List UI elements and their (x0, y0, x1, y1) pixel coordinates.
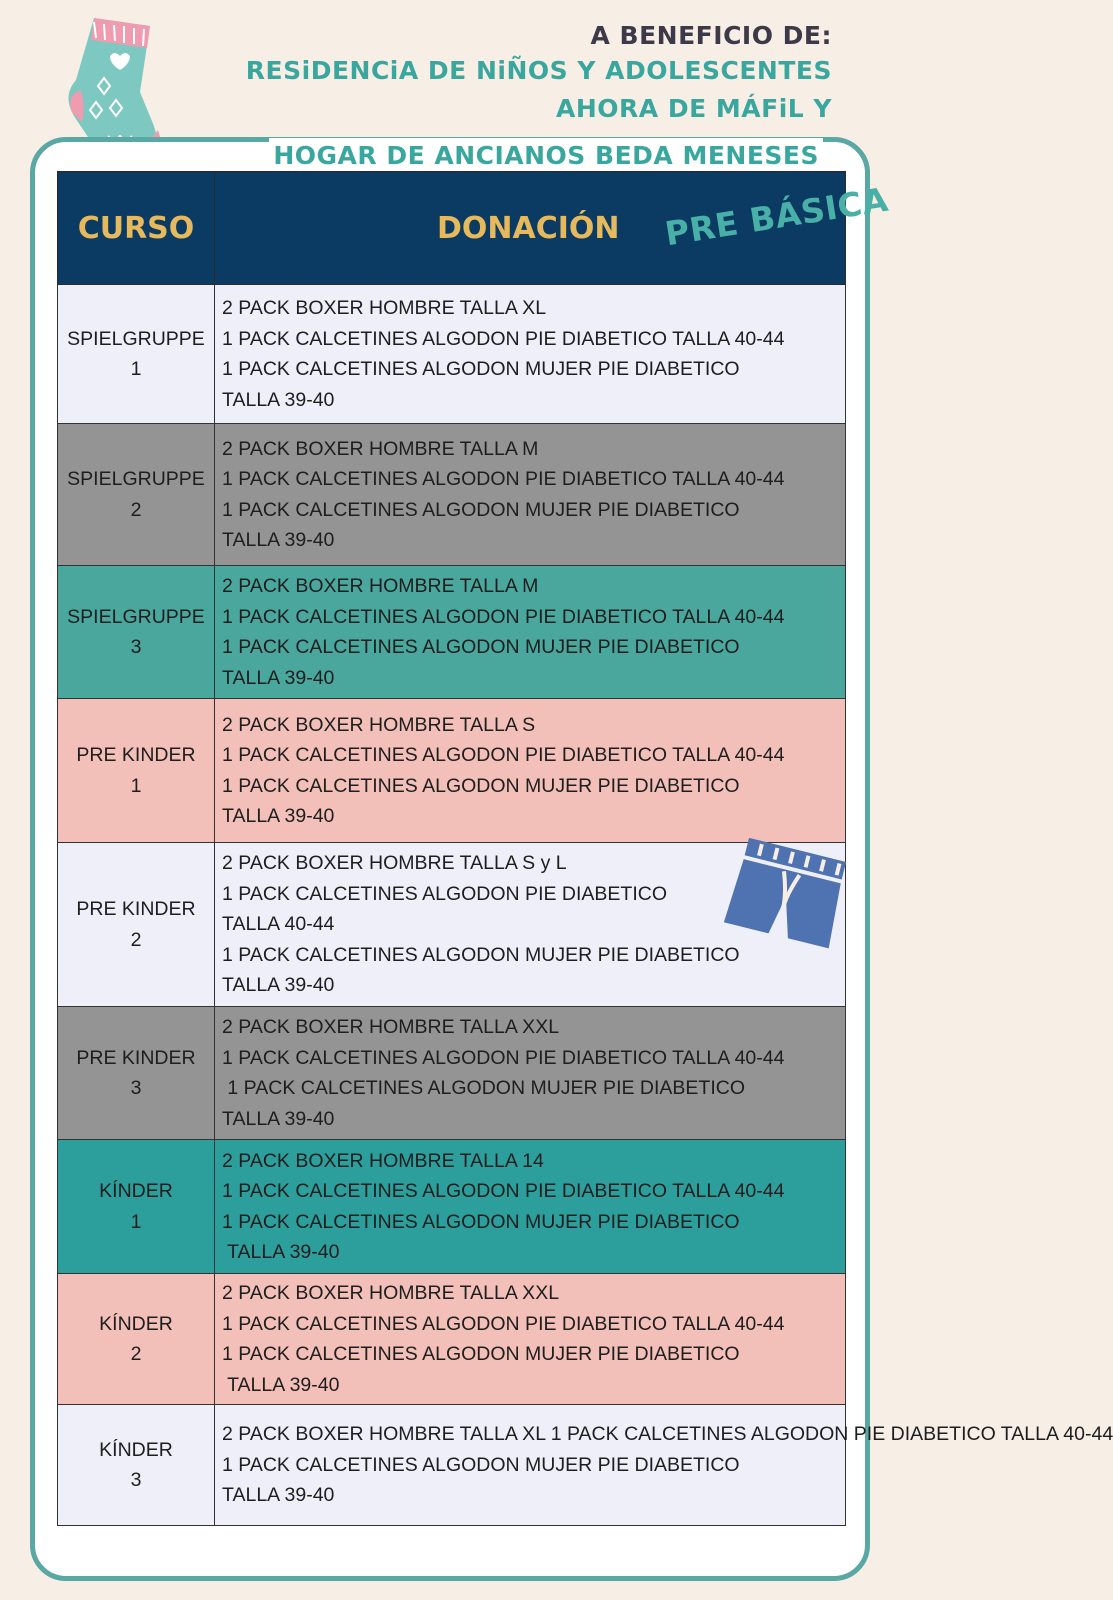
table-row (58, 699, 846, 843)
donation-item: 1 PACK CALCETINES ALGODON MUJER PIE DIABETICO (222, 1343, 740, 1365)
donation-item: 1 PACK CALCETINES ALGODON MUJER PIE DIABETICO (222, 636, 740, 658)
table-row (58, 424, 846, 566)
donation-cell (215, 699, 846, 843)
table-row (58, 285, 846, 424)
pre-basica-badge: PRE BÁSICA (662, 179, 891, 254)
table-row (58, 1405, 846, 1526)
donation-item: 1 PACK CALCETINES ALGODON PIE DIABETICO TALLA 40-44 (222, 1180, 785, 1202)
donation-item: TALLA 39-40 (222, 1107, 335, 1130)
table-row (58, 1140, 846, 1274)
curso-cell (58, 424, 215, 566)
donation-item: 1 PACK CALCETINES ALGODON MUJER PIE DIABETICO (222, 498, 740, 521)
curso-cell (58, 1274, 215, 1405)
curso-name: KÍNDER (99, 1180, 173, 1202)
donation-item: TALLA 39-40 (222, 1484, 335, 1507)
donation-item: 2 PACK BOXER HOMBRE TALLA M (222, 575, 539, 597)
donation-item: 2 PACK BOXER HOMBRE TALLA M (222, 437, 539, 460)
curso-cell (58, 285, 215, 424)
donation-item: 1 PACK CALCETINES ALGODON MUJER PIE DIABETICO (222, 1077, 746, 1099)
donation-item: 1 PACK CALCETINES ALGODON MUJER PIE DIABETICO (222, 1453, 740, 1476)
column-header-curso: CURSO (58, 172, 215, 285)
curso-number: 1 (130, 1210, 142, 1233)
donation-item: 2 PACK BOXER HOMBRE TALLA XL (222, 297, 547, 319)
curso-name: PRE KINDER (76, 898, 196, 920)
curso-name: PRE KINDER (76, 744, 196, 766)
curso-name: SPIELGRUPPE (67, 327, 205, 350)
donation-item: 2 PACK BOXER HOMBRE TALLA 14 (222, 1149, 544, 1172)
donation-cell (215, 1140, 846, 1274)
donation-item: TALLA 39-40 (222, 388, 335, 411)
curso-number: 2 (130, 498, 142, 521)
header-hogar: HOGAR DE ANCIANOS BEDA MENESES (269, 138, 823, 174)
header-beneficio: A BENEFICIO DE: (590, 21, 832, 50)
table-row (58, 566, 846, 699)
donation-item: 1 PACK CALCETINES ALGODON PIE DIABETICO TALLA 40-44 (222, 605, 785, 628)
donation-item: TALLA 39-40 (222, 666, 335, 689)
donation-item: 2 PACK BOXER HOMBRE TALLA XXL (222, 1282, 560, 1304)
donation-item: TALLA 39-40 (222, 1241, 340, 1263)
donation-item: 1 PACK CALCETINES ALGODON MUJER PIE DIABETICO (222, 1210, 740, 1233)
header-mafil: AHORA DE MÁFiL Y (556, 94, 832, 123)
donation-cell (215, 1007, 846, 1140)
donation-item: 2 PACK BOXER HOMBRE TALLA XL 1 PACK CALCETINES ALGODON PIE DIABETICO TALLA 40-44 (222, 1423, 1113, 1446)
donation-item: TALLA 39-40 (222, 805, 335, 827)
curso-name: KÍNDER (99, 1438, 173, 1461)
donation-cell (215, 424, 846, 566)
donation-cell (215, 1405, 1113, 1526)
donation-item: TALLA 39-40 (222, 1373, 340, 1396)
donation-item: TALLA 40-44 (222, 913, 335, 936)
curso-name: SPIELGRUPPE (67, 468, 205, 490)
curso-name: KÍNDER (99, 1312, 173, 1335)
donation-cell (215, 1274, 846, 1405)
curso-cell (58, 566, 215, 699)
donation-item: 1 PACK CALCETINES ALGODON PIE DIABETICO TALLA 40-44 (222, 1312, 785, 1335)
table-row (58, 1274, 846, 1405)
boxer-shorts-icon (720, 842, 848, 950)
curso-cell (58, 1007, 215, 1140)
donation-item: 2 PACK BOXER HOMBRE TALLA XXL (222, 1016, 560, 1038)
donation-item: TALLA 39-40 (222, 974, 335, 997)
curso-number: 1 (130, 774, 142, 797)
table-row (58, 1007, 846, 1140)
donation-item: 1 PACK CALCETINES ALGODON PIE DIABETICO TALLA 40-44 (222, 327, 785, 350)
donation-item: 1 PACK CALCETINES ALGODON PIE DIABETICO TALLA 40-44 (222, 1046, 785, 1069)
curso-number: 1 (130, 358, 142, 380)
curso-cell (58, 843, 215, 1007)
donation-item: TALLA 39-40 (222, 529, 335, 551)
donation-item: 1 PACK CALCETINES ALGODON MUJER PIE DIABETICO (222, 358, 740, 380)
donation-item: 1 PACK CALCETINES ALGODON PIE DIABETICO TALLA 40-44 (222, 468, 785, 490)
column-header-donacion: DONACIÓN (215, 172, 846, 285)
header-residencia: RESiDENCiA DE NiÑOS Y ADOLESCENTES (245, 56, 832, 85)
donation-item: 1 PACK CALCETINES ALGODON PIE DIABETICO (222, 882, 668, 905)
donation-item: 1 PACK CALCETINES ALGODON MUJER PIE DIABETICO (222, 774, 740, 797)
donation-cell (215, 285, 846, 424)
donation-item: 2 PACK BOXER HOMBRE TALLA S y L (222, 852, 567, 875)
curso-number: 2 (130, 928, 142, 951)
curso-name: PRE KINDER (76, 1046, 196, 1069)
curso-cell (58, 1140, 215, 1274)
curso-cell (58, 1405, 215, 1526)
curso-number: 3 (130, 1469, 142, 1491)
curso-number: 3 (130, 636, 142, 658)
donation-item: 1 PACK CALCETINES ALGODON PIE DIABETICO TALLA 40-44 (222, 744, 785, 766)
donation-cell (215, 566, 846, 699)
curso-name: SPIELGRUPPE (67, 605, 205, 628)
donation-item: 1 PACK CALCETINES ALGODON MUJER PIE DIABETICO (222, 943, 740, 966)
curso-number: 3 (130, 1077, 142, 1099)
donation-item: 2 PACK BOXER HOMBRE TALLA S (222, 713, 536, 736)
curso-number: 2 (130, 1343, 142, 1365)
curso-cell (58, 699, 215, 843)
